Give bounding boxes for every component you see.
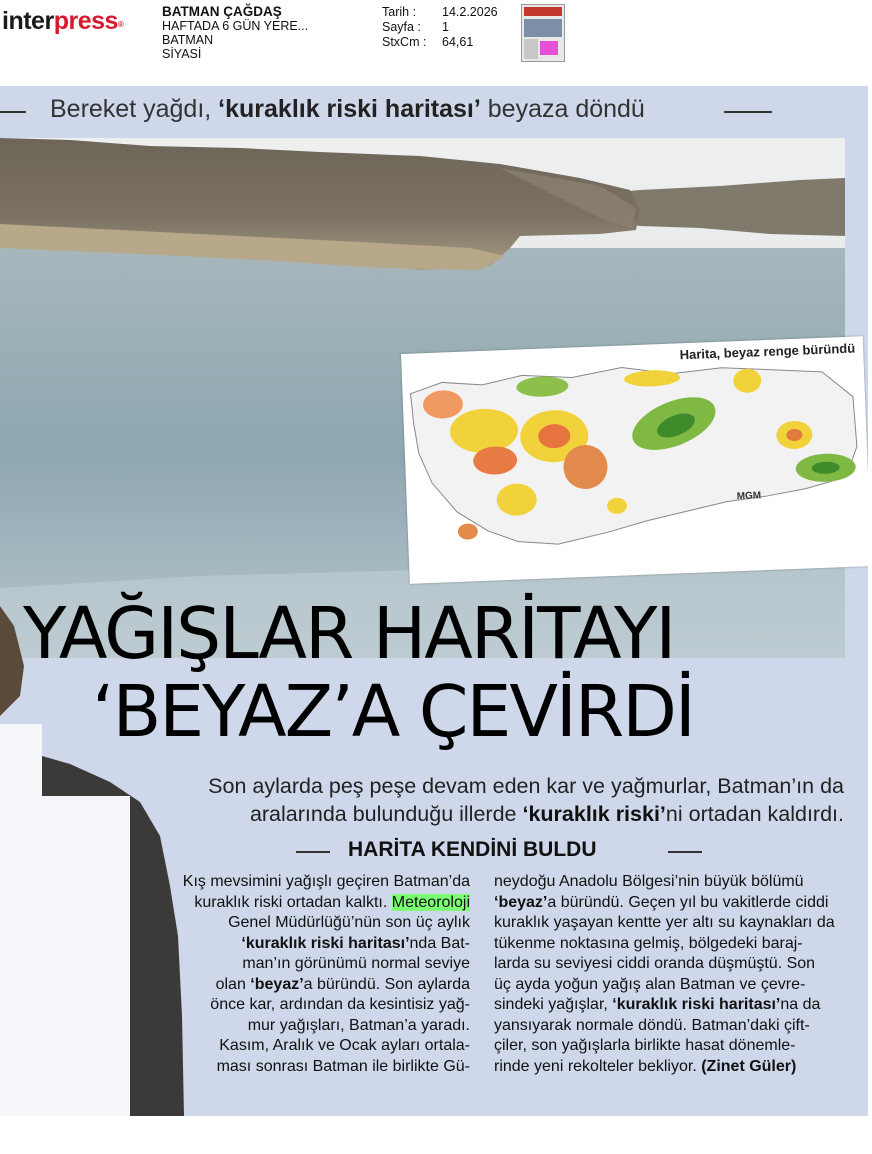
interpress-logo	[2, 6, 123, 36]
meta-date-row	[382, 5, 498, 20]
mgm-logo: MGM	[736, 490, 762, 503]
page-thumbnail[interactable]	[521, 4, 565, 62]
kicker-rule-right	[724, 111, 772, 113]
subheading-text: HARİTA KENDİNİ BULDU	[348, 838, 597, 861]
author-byline: (Zinet Güler)	[701, 1057, 797, 1075]
column-line: kuraklık yaşayan kentte yer altı su kaynakları da	[494, 914, 835, 931]
clipping-meta	[382, 5, 498, 50]
subheading	[296, 838, 704, 866]
column-line: neydoğu Anadolu Bölgesi’nin büyük bölümü	[494, 873, 804, 890]
column-line: rinde yeni rekolteler bekliyor. (Zinet Güler)	[494, 1057, 797, 1075]
meta-page-value: 1	[442, 20, 449, 34]
headline-line-2: ‘BEYAZ’A ÇEVİRDİ	[92, 670, 694, 753]
drought-map-inset	[401, 336, 868, 584]
article-kicker	[0, 86, 868, 138]
headline-line-1: YAĞIŞLAR HARİTAYI	[23, 592, 675, 675]
column-line: Genel Müdürlüğü’nün son üç aylık	[228, 914, 470, 931]
kicker-text: Bereket yağdı, ‘kuraklık riski haritası’ beyaza döndü	[50, 95, 645, 123]
meta-stxcm-row	[382, 35, 498, 50]
column-line: sindeki yağışlar, ‘kuraklık riski haritası’na da	[494, 996, 821, 1013]
turkey-drought-map	[401, 336, 868, 584]
map-caption: Harita, beyaz renge büründü	[679, 340, 856, 363]
column-line: ‘beyaz’a büründü. Geçen yıl bu vakitlerde ciddi	[494, 893, 829, 911]
kicker-rule-left	[0, 111, 26, 113]
column-line: ‘kuraklık riski haritası’nda Bat-	[241, 934, 470, 952]
publication-frequency: HAFTADA 6 GÜN YERE...	[162, 19, 309, 33]
meta-stxcm-label: StxCm :	[382, 35, 427, 49]
publication-name: BATMAN ÇAĞDAŞ	[162, 4, 282, 19]
meta-page-label: Sayfa :	[382, 20, 421, 34]
subheading-rule-left	[296, 851, 330, 853]
column-line: önce kar, ardından da kesintisiz yağ-	[210, 996, 470, 1013]
column-line: olan ‘beyaz’a büründü. Son aylarda	[215, 975, 470, 993]
column-line: mur yağışları, Batman’a yaradı.	[247, 1016, 470, 1034]
publication-city: BATMAN	[162, 33, 214, 47]
publication-category: SİYASİ	[162, 47, 202, 61]
meta-date-label: Tarih :	[382, 5, 417, 19]
logo-inter-text: inter	[2, 7, 54, 35]
registered-mark-icon: ®	[117, 20, 124, 29]
column-line: yansıyarak normale döndü. Batman’daki çift-	[494, 1016, 810, 1034]
column-line: larda su seviyesi ciddi oranda düşmüştü. Son	[494, 955, 816, 972]
meta-date-value: 14.2.2026	[442, 5, 498, 19]
deck-line-1: Son aylarda peş peşe devam eden kar ve yağmurlar, Batman’ın da	[208, 774, 844, 798]
logo-press-text: press	[53, 7, 118, 35]
column-line: man’ın görünümü normal seviye	[242, 955, 470, 972]
deck-line-2: aralarında bulunduğu illerde ‘kuraklık riski’ni ortadan kaldırdı.	[249, 802, 844, 826]
news-clipping	[0, 86, 868, 1116]
highlighted-text: Meteoroloji	[391, 893, 470, 911]
kicker-bold: ‘kuraklık riski haritası’	[218, 95, 481, 123]
column-line: tükenme noktasına gelmiş, bölgedeki baraj-	[494, 934, 803, 952]
article-deck	[140, 772, 844, 828]
column-line: üç ayda yoğun yağış alan Batman ve çevre-	[494, 975, 806, 993]
subheading-rule-right	[668, 851, 702, 853]
publication-info	[162, 5, 308, 61]
article-column-2	[494, 872, 846, 1077]
meta-page-row	[382, 20, 498, 35]
column-line: ması sonrası Batman ile birlikte Gü-	[216, 1057, 470, 1075]
column-line: kuraklık riski ortadan kalktı. Meteoroloji	[194, 893, 470, 911]
column-line: Kış mevsimini yağışlı geçiren Batman’da	[182, 873, 470, 890]
article-column-1	[170, 872, 470, 1077]
column-line: Kasım, Aralık ve Ocak ayları ortala-	[219, 1037, 470, 1054]
meta-stxcm-value: 64,61	[442, 35, 474, 49]
column-line: çiler, son yağışlarla birlikte hasat dönemle-	[494, 1037, 796, 1054]
